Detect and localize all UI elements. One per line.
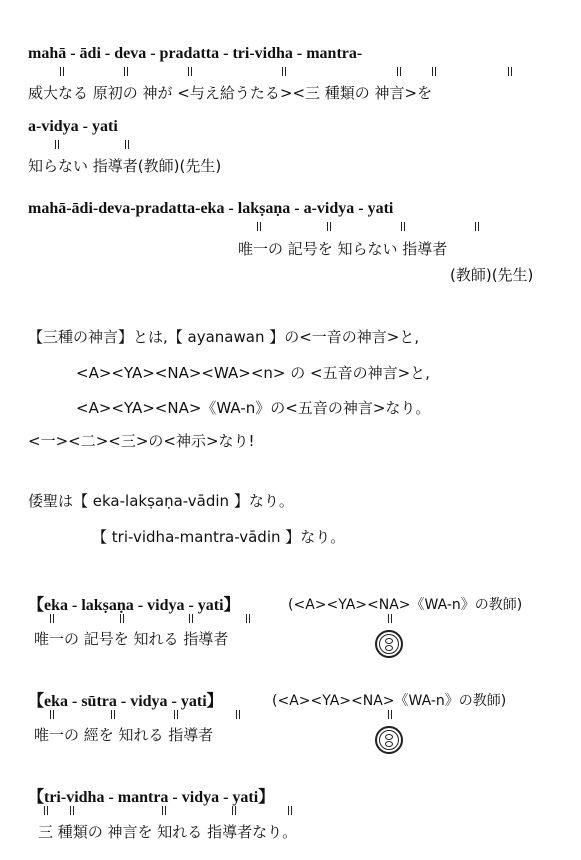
- block2-gloss: 唯一の 記号を 知らない 指導者: [238, 240, 448, 258]
- gloss-link-mark: [432, 67, 436, 76]
- gloss-link-mark: [257, 222, 261, 231]
- gloss-link-mark: [288, 806, 292, 815]
- gloss-link-mark: [174, 710, 178, 719]
- block1-gloss-continued: 知らない 指導者(教師)(先生): [28, 157, 222, 175]
- block1-romaji: mahā - ādi - deva - pradatta - tri-vidha - mantra-: [28, 45, 363, 62]
- block1-gloss: 威大なる 原初の 神が <与え給うたる><三 種類の 神言>を: [28, 84, 433, 102]
- sanshu-line-2: <A><YA><NA><WA><n> の <五音の神言>と,: [76, 364, 430, 382]
- gloss-link-mark: [189, 614, 193, 623]
- sanshu-line-1: 【三種の神言】とは,【 ayanawan 】の<一音の神言>と,: [28, 328, 420, 346]
- gloss-link-mark: [44, 806, 48, 815]
- block3-note: (<A><YA><NA>《WA-n》の教師): [288, 597, 523, 613]
- gloss-link-mark: [162, 806, 166, 815]
- gloss-link-mark: [236, 710, 240, 719]
- sanshu-line-4: <一><二><三>の<神示>なり!: [28, 432, 255, 450]
- gloss-link-mark: [388, 710, 392, 719]
- gloss-link-mark: [50, 710, 54, 719]
- gloss-link-mark: [50, 614, 54, 623]
- wan-emblem-icon: [375, 726, 403, 754]
- gloss-link-mark: [246, 614, 250, 623]
- gloss-link-mark: [120, 614, 124, 623]
- wan-emblem-icon: [375, 630, 403, 658]
- gloss-link-mark: [70, 806, 74, 815]
- gloss-link-mark: [282, 67, 286, 76]
- gloss-link-mark: [508, 67, 512, 76]
- wasei-line-2: 【 tri-vidha-mantra-vādin 】なり。: [92, 528, 346, 546]
- gloss-link-mark: [388, 614, 392, 623]
- gloss-link-mark: [188, 67, 192, 76]
- gloss-link-mark: [125, 140, 129, 149]
- sanshu-line-3: <A><YA><NA>《WA-n》の<五音の神言>なり。: [76, 399, 431, 417]
- gloss-link-mark: [475, 222, 479, 231]
- gloss-link-mark: [111, 710, 115, 719]
- gloss-link-mark: [55, 140, 59, 149]
- block2-gloss-extra: (教師)(先生): [450, 266, 534, 284]
- block4-gloss: 唯一の 經を 知れる 指導者: [34, 726, 214, 744]
- block5-gloss: 三 種類の 神言を 知れる 指導者なり。: [38, 823, 298, 841]
- gloss-link-mark: [232, 806, 236, 815]
- block4-note: (<A><YA><NA>《WA-n》の教師): [272, 693, 507, 709]
- block2-romaji: mahā-ādi-deva-pradatta-eka - lakṣaṇa - a-vidya - yati: [28, 200, 394, 217]
- block4-romaji: 【eka - sūtra - vidya - yati】: [28, 693, 223, 710]
- gloss-link-mark: [60, 67, 64, 76]
- block1-romaji-continued: a-vidya - yati: [28, 118, 118, 135]
- block3-gloss: 唯一の 記号を 知れる 指導者: [34, 630, 229, 648]
- wasei-line-1: 倭聖は【 eka-lakṣaṇa-vādin 】なり。: [28, 492, 294, 510]
- block3-romaji: 【eka - lakṣaṇa - vidya - yati】: [28, 597, 240, 614]
- gloss-link-mark: [124, 67, 128, 76]
- block5-romaji: 【tri-vidha - mantra - vidya - yati】: [28, 789, 275, 806]
- gloss-link-mark: [397, 67, 401, 76]
- gloss-link-mark: [401, 222, 405, 231]
- gloss-link-mark: [327, 222, 331, 231]
